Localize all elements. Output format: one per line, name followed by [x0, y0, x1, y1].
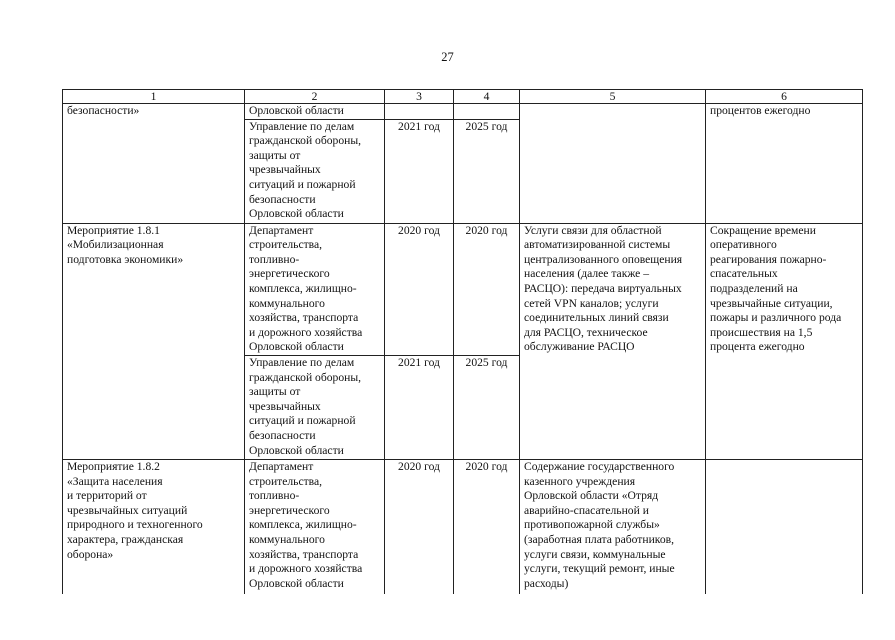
start-year-cell: 2021 год — [385, 119, 454, 223]
page-number: 27 — [441, 50, 454, 64]
start-year-cell: 2021 год — [385, 355, 454, 459]
activity-name-cell: безопасности» — [63, 104, 245, 224]
result-cell — [706, 459, 863, 594]
column-header: 5 — [520, 90, 706, 104]
result-cell: процентов ежегодно — [706, 104, 863, 224]
executor-cell: Орловской области — [245, 104, 385, 120]
table-header-row — [63, 90, 863, 104]
table-row — [63, 104, 863, 120]
column-header: 1 — [63, 90, 245, 104]
table-row — [63, 459, 863, 594]
column-header: 2 — [245, 90, 385, 104]
activity-name-cell: Мероприятие 1.8.1 «Мобилизационная подготовка экономики» — [63, 223, 245, 459]
start-year-cell: 2020 год — [385, 459, 454, 594]
executor-cell: Управление по делам гражданской обороны, защиты от чрезвычайных ситуаций и пожарной безопасности Орловской области — [245, 355, 385, 459]
start-year-cell — [385, 104, 454, 120]
content-cell: Услуги связи для областной автоматизированной системы централизованного оповещения населения (далее также – РАСЦО): передача виртуальных сетей VPN каналов; услуги соединительных линий связи для РАСЦО, техническое обслуживание РАСЦО — [520, 223, 706, 459]
content-cell: Содержание государственного казенного учреждения Орловской области «Отряд аварийно-спасательной и противопожарной службы» (заработная плата работников, услуги связи, коммунальные услуги, текущий ремонт, иные расходы) — [520, 459, 706, 594]
executor-cell: Департамент строительства, топливно- энергетического комплекса, жилищно- коммунального хозяйства, транспорта и дорожного хозяйства Орловской области — [245, 223, 385, 355]
end-year-cell: 2020 год — [454, 223, 520, 355]
end-year-cell — [454, 104, 520, 120]
table-row — [63, 223, 863, 355]
executor-cell: Управление по делам гражданской обороны, защиты от чрезвычайных ситуаций и пожарной безопасности Орловской области — [245, 119, 385, 223]
content-cell — [520, 104, 706, 224]
executor-cell: Департамент строительства, топливно- энергетического комплекса, жилищно- коммунального хозяйства, транспорта и дорожного хозяйства Орловской области — [245, 459, 385, 594]
column-header: 6 — [706, 90, 863, 104]
activity-name-cell: Мероприятие 1.8.2 «Защита населения и территорий от чрезвычайных ситуаций природного и техногенного характера, гражданская оборона» — [63, 459, 245, 594]
column-header: 4 — [454, 90, 520, 104]
program-activities-table — [62, 89, 863, 594]
result-cell: Сокращение времени оперативного реагирования пожарно- спасательных подразделений на чрезвычайные ситуации, пожары и различного рода происшествия на 1,5 процента ежегодно — [706, 223, 863, 459]
end-year-cell: 2020 год — [454, 459, 520, 594]
column-header: 3 — [385, 90, 454, 104]
end-year-cell: 2025 год — [454, 119, 520, 223]
end-year-cell: 2025 год — [454, 355, 520, 459]
start-year-cell: 2020 год — [385, 223, 454, 355]
